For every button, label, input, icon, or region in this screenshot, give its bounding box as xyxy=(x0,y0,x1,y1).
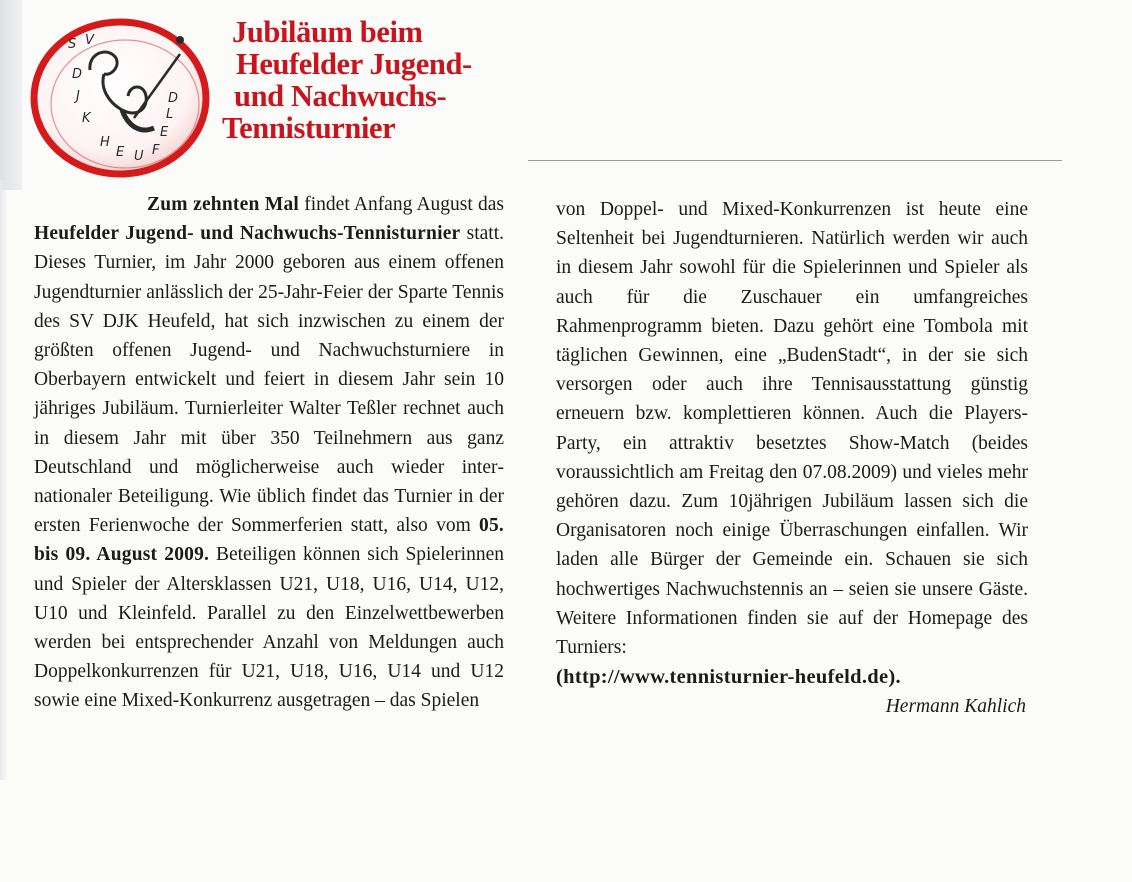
svg-text:U: U xyxy=(134,149,144,164)
headline-line: Heufelder Jugend- xyxy=(236,47,472,81)
scan-edge xyxy=(0,0,22,190)
svg-text:D: D xyxy=(72,67,83,82)
event-dates: 05. bis 09. August 2009. xyxy=(34,515,504,566)
article-column-right xyxy=(556,195,1028,722)
headline xyxy=(222,16,522,144)
body-text: statt. Dieses Turnier, im Jahr 2000 geboren aus einem offenen Jugendturnier anlässlich der 25-Jahr-Feier der Sparte Tennis des SV DJK Heufeld, hat sich inzwischen zu einem der größten offenen Jugend- und Nachwuchsturniere in Oberbayern entwickelt und feiert in diesem Jahr sein 10 jähriges Jubiläum. Turnierleiter Walter Teßler rechnet auch in diesem Jahr mit über 350 Teilnehmern aus ganz Deutschland und möglicherweise auch wieder internationaler Beteiligung. Wie üblich findet das Turnier in der ersten Ferienwoche der Sommerferien statt, also vom xyxy=(34,223,505,537)
svg-text:E: E xyxy=(160,125,169,140)
svg-text:E: E xyxy=(116,145,125,160)
svg-text:K: K xyxy=(82,111,91,126)
svg-text:D: D xyxy=(168,91,179,106)
svg-text:H: H xyxy=(100,135,110,150)
headline-line: Tennisturnier xyxy=(222,111,396,145)
svg-text:S: S xyxy=(68,37,77,52)
lead-text: Zum zehnten Mal xyxy=(147,194,300,215)
homepage-link[interactable]: (http://www.tennisturnier-heufeld.de). xyxy=(556,666,901,689)
event-name: Heufelder Jugend- und Nachwuchs-Tennisturnier xyxy=(34,223,461,245)
body-text: findet Anfang August das xyxy=(299,194,504,215)
svg-text:L: L xyxy=(166,107,174,122)
headline-line: Jubiläum beim xyxy=(232,15,423,49)
scan-shadow xyxy=(0,180,8,780)
svg-text:V: V xyxy=(85,33,94,48)
headline-line: und Nachwuchs- xyxy=(234,79,447,113)
article-column-left xyxy=(34,190,504,716)
svg-text:J: J xyxy=(76,89,80,104)
club-logo xyxy=(30,18,210,178)
svg-text:F: F xyxy=(152,143,160,158)
body-text: Beteiligen können sich Spielerinnen und Spieler der Altersklassen U21, U18, U16, U14, U12, U10 und Kleinfeld. Parallel zu den Einzelwettbewerben werden bei entsprechender Anzahl von Meldungen auch Doppelkonkurrenzen für U21, U18, U16, U14 und U12 sowie eine Mixed-Konkurrenz ausgetragen – das Spielen xyxy=(34,544,504,712)
column-divider xyxy=(528,160,1062,161)
article-paragraph: von Doppel- und Mixed-Konkurrenzen ist heute eine Seltenheit bei Jugendturnieren. Natürlich werden wir auch in diesem Jahr sowohl für die Spielerinnen und Spieler als auch für die Zuschauer ein umfangreiches Rahmenprogramm bieten. Dazu gehört eine Tombola mit täglichen Gewinnen, eine „BudenStadt“, in der sie sich versorgen oder auch ihre Tennisausstattung günstig erneuern bzw. komplettieren können. Auch die Players-Party, ein attraktiv besetztes Show-Match (beides voraussichtlich am Freitag den 07.08.2009) und vieles mehr gehören dazu. Zum 10jährigen Jubiläum lassen sich die Organisatoren noch einige Überraschungen einfallen. Wir laden alle Bürger der Gemeinde ein. Schauen sie sich hochwertiges Nachwuchstennis an – seien sie unsere Gäste. Weitere Informationen finden sie auf der Homepage des Turniers: xyxy=(556,199,1028,659)
author-byline: Hermann Kahlich xyxy=(885,696,1026,718)
tennis-ball-icon xyxy=(176,36,184,44)
article-paragraph xyxy=(34,190,504,716)
